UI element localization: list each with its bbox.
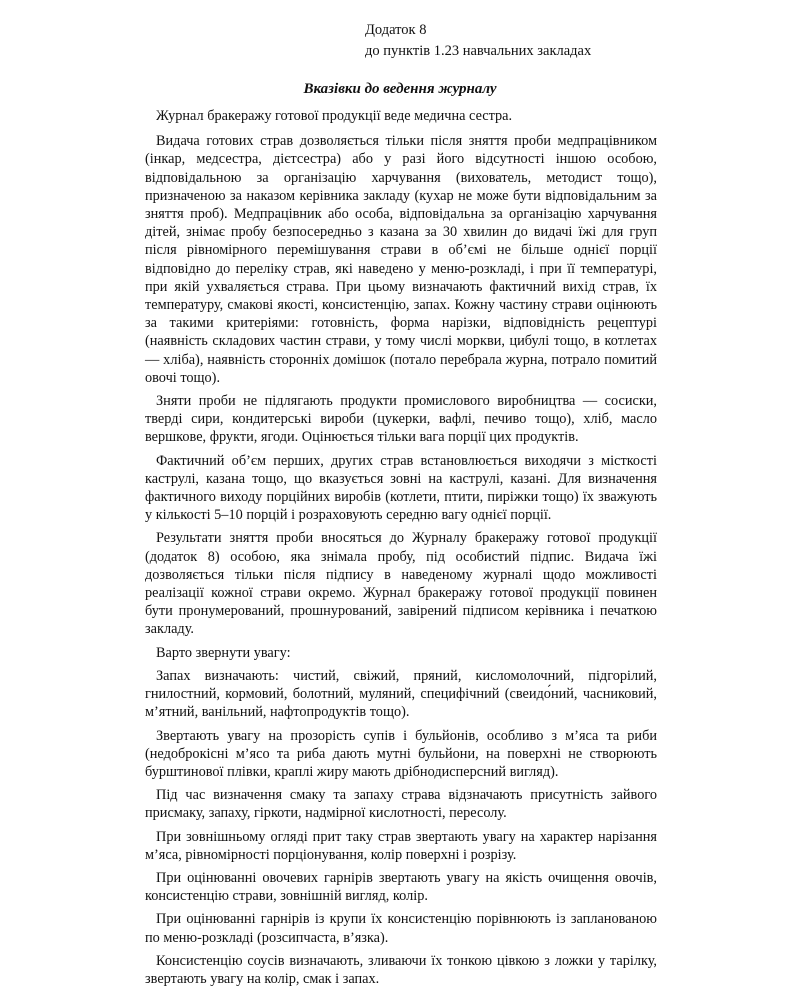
paragraph-3: Зняти проби не підлягають продукти промислового виробництва — сосиски, тверді сири, кондитерські вироби (цукерки, вафлі, печиво тощо), хліб, масло вершкове, фрукти, ягоди. Оцінюється тільки вага порції цих продуктів. — [145, 393, 657, 446]
section-title: Вказівки до ведення журналу — [303, 81, 497, 97]
document-body — [145, 107, 657, 993]
paragraph-9: Під час визначення смаку та запаху страва відзначають присутність зайвого присмаку, запаху, гіркоти, надмірної кислотності, пересолу. — [145, 787, 657, 822]
paragraph-5: Результати зняття проби вносяться до Журналу бракеражу готової продукції (додаток 8) особою, яка знімала пробу, під особистий підпис. Видача їжі дозволяється тільки після підпису в наведеному журналі щодо можливості реалізації кожної страви окремо. Журнал бракеражу готової продукції повинен бути пронумерований, прошнурований, завірений підписом керівника і печаткою закладу. — [145, 530, 657, 638]
paragraph-1: Журнал бракеражу готової продукції веде медична сестра. — [156, 108, 513, 124]
paragraph-8: Звертають увагу на прозорість супів і бульйонів, особливо з м’яса та риби (недоброкісні м’ясо та риба дають мутні бульйони, на поверхні не створюють бурштинової плівки, краплі жиру мають дрібнодисперсний вигляд). — [145, 727, 657, 780]
paragraph-2: Видача готових страв дозволяється тільки після зняття проби медпрацівником (інкар, медсестра, дієтсестра) або у разі його відсутності іншою особою, відповідальною за організацію харчування (вихователь, методист тощо), призначеною за наказом керівника закладу (кухар не може бути відповідальним за зняття проб). Медпрацівник або особа, відповідальна за організацію харчування дітей, знімає пробу безпосередньо з казана за 30 хвилин до видачі їжі для груп після рівномірного перемішування страви в об’ємі не більше однієї порції відповідно до переліку страв, які наведено у меню-розкладі, і при її температурі, при якій ухваляється страва. При цьому визначають фактичний вихід страв, їх температуру, смакові якості, консистенцію, запах. Кожну частину страви оцінюють за такими критеріями: готовність, форма нарізки, відповідність рецептурі (наявність складових частин страви, у тому числі моркви, цибулі тощо, в котлетах — хліба), наявність сторонніх домішок (потало перебрала журна, потрало помитий овочі тощо). — [145, 133, 657, 386]
appendix-reference: до пунктів 1.23 навчальних закладах — [365, 43, 592, 59]
appendix-number: Додаток 8 — [365, 22, 427, 38]
appendix-header — [365, 20, 591, 62]
paragraph-10: При зовнішньому огляді прит таку страв звертають увагу на характер нарізання м’яса, рівномірності порціонування, колір поверхні і розрізу. — [145, 828, 657, 863]
paragraph-4: Фактичний об’єм перших, других страв встановлюється виходячи з місткості каструлі, казана тощо, що вказується зовні на каструлі, казані. Для визначення фактичного виходу порційних виробів (котлети, птити, пиріжки тощо) їх зважують у кількості 5–10 порцій і розраховують середню вагу однієї порції. — [145, 452, 657, 524]
paragraph-7: Запах визначають: чистий, свіжий, пряний, кисломолочний, підгорілий, гнилостний, кормовий, болотний, муляний, специфічний (свеидо́ний, часниковий, м’ятний, ванільний, нафтопродуктів тощо). — [145, 667, 657, 721]
paragraph-11: При оцінюванні овочевих гарнірів звертають увагу на якість очищення овочів, консистенцію страви, зовнішній вигляд, колір. — [145, 869, 657, 905]
paragraph-13: Консистенцію соусів визначають, зливаючи їх тонкою цівкою з ложки у тарілку, звертають увагу на колір, смак і запах. — [145, 952, 657, 987]
paragraph-12: При оцінюванні гарнірів із крупи їх консистенцію порівнюють із запланованою по меню-розкладі (розсипчаста, в’язка). — [145, 911, 657, 946]
paragraph-6: Варто звернути увагу: — [156, 644, 291, 661]
